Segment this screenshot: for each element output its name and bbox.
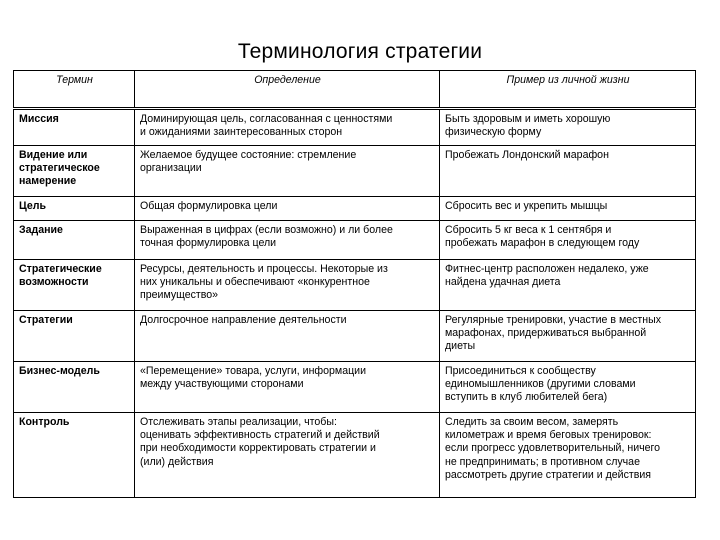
table-row	[14, 362, 696, 413]
example-cell-line: Регулярные тренировки, участие в местных	[445, 314, 662, 326]
example-cell-line: Сбросить вес и укрепить мышцы	[445, 200, 608, 212]
example-cell-line: Быть здоровым и иметь хорошую	[445, 113, 611, 125]
term-cell-line: Видение или	[19, 149, 88, 161]
example-cell	[440, 260, 696, 311]
term-cell-line: Цель	[19, 200, 47, 212]
header-example: Пример из личной жизни	[440, 71, 696, 109]
header-definition: Определение	[135, 71, 440, 109]
definition-cell-line: Общая формулировка цели	[140, 200, 278, 212]
definition-cell-line: (или) действия	[140, 455, 214, 468]
page-title: Терминология стратегии	[237, 40, 483, 63]
definition-cell	[135, 197, 440, 221]
term-cell	[14, 413, 135, 498]
example-cell-line: если прогресс удовлетворительный, ничего	[445, 442, 661, 455]
example-cell	[440, 311, 696, 362]
definition-cell	[135, 221, 440, 260]
example-cell-line: диеты	[445, 340, 476, 353]
term-cell-line: Бизнес-модель	[19, 365, 100, 377]
term-cell-line: возможности	[19, 276, 89, 289]
table-row	[14, 221, 696, 260]
definition-cell-line: и ожиданиями заинтересованных сторон	[140, 126, 343, 139]
term-cell-line: Стратегические	[19, 263, 102, 275]
example-cell	[440, 146, 696, 197]
definition-cell	[135, 109, 440, 146]
table-row	[14, 146, 696, 197]
term-cell-line: Стратегии	[19, 314, 73, 326]
example-cell-line: Фитнес-центр расположен недалеко, уже	[445, 263, 649, 275]
definition-cell	[135, 362, 440, 413]
example-cell-line: не предпринимать; в противном случае	[445, 455, 640, 468]
example-cell	[440, 197, 696, 221]
term-cell-line: стратегическое	[19, 162, 100, 175]
term-cell	[14, 197, 135, 221]
term-cell	[14, 146, 135, 197]
term-cell	[14, 260, 135, 311]
example-cell-line: марафонах, придерживаться выбранной	[445, 327, 647, 340]
example-cell	[440, 109, 696, 146]
definition-cell-line: них уникальны и обеспечивают «конкурентное	[140, 276, 370, 289]
definition-cell	[135, 146, 440, 197]
example-cell	[440, 413, 696, 498]
term-cell-line: Задание	[19, 224, 63, 236]
example-cell-line: рассмотреть другие стратегии и действия	[445, 468, 652, 481]
definition-cell-line: между участвующими сторонами	[140, 378, 304, 391]
example-cell-line: километраж и время беговых тренировок:	[445, 429, 652, 442]
example-cell-line: Присоединиться к сообществу	[445, 365, 596, 377]
header-term: Термин	[14, 71, 135, 109]
term-cell	[14, 221, 135, 260]
example-cell-line: Следить за своим весом, замерять	[445, 416, 619, 428]
terminology-table	[13, 70, 696, 498]
table-header-row	[14, 71, 696, 109]
table-row	[14, 311, 696, 362]
term-cell-line: Миссия	[19, 113, 59, 125]
table-row	[14, 260, 696, 311]
definition-cell-line: Выраженная в цифрах (если возможно) и ли более	[140, 224, 393, 236]
definition-cell-line: точная формулировка цели	[140, 237, 277, 250]
definition-cell-line: организации	[140, 162, 202, 175]
term-cell	[14, 109, 135, 146]
table-row	[14, 109, 696, 146]
definition-cell	[135, 260, 440, 311]
term-cell	[14, 362, 135, 413]
definition-cell	[135, 311, 440, 362]
definition-cell-line: Долгосрочное направление деятельности	[140, 314, 347, 326]
example-cell	[440, 221, 696, 260]
example-cell	[440, 362, 696, 413]
definition-cell-line: при необходимости корректировать стратегии и	[140, 442, 376, 455]
definition-cell-line: «Перемещение» товара, услуги, информации	[140, 365, 367, 377]
example-cell-line: пробежать марафон в следующем году	[445, 237, 640, 250]
example-cell-line: Сбросить 5 кг веса к 1 сентября и	[445, 224, 612, 236]
definition-cell	[135, 413, 440, 498]
definition-cell-line: преимущество»	[140, 289, 219, 302]
definition-cell-line: Ресурсы, деятельность и процессы. Некоторые из	[140, 263, 388, 275]
definition-cell-line: Отслеживать этапы реализации, чтобы:	[140, 416, 337, 428]
example-cell-line: найдена удачная диета	[445, 276, 561, 289]
example-cell-line: вступить в клуб любителей бега)	[445, 391, 608, 404]
term-cell-line: намерение	[19, 175, 77, 188]
term-cell-line: Контроль	[19, 416, 70, 428]
table-row	[14, 413, 696, 498]
definition-cell-line: Доминирующая цель, согласованная с ценностями	[140, 113, 393, 125]
definition-cell-line: оценивать эффективность стратегий и действий	[140, 429, 380, 442]
example-cell-line: Пробежать Лондонский марафон	[445, 149, 609, 161]
table-body	[14, 109, 696, 498]
table-row	[14, 197, 696, 221]
definition-cell-line: Желаемое будущее состояние: стремление	[140, 149, 357, 161]
example-cell-line: единомышленников (другими словами	[445, 378, 636, 391]
example-cell-line: физическую форму	[445, 126, 542, 139]
term-cell	[14, 311, 135, 362]
